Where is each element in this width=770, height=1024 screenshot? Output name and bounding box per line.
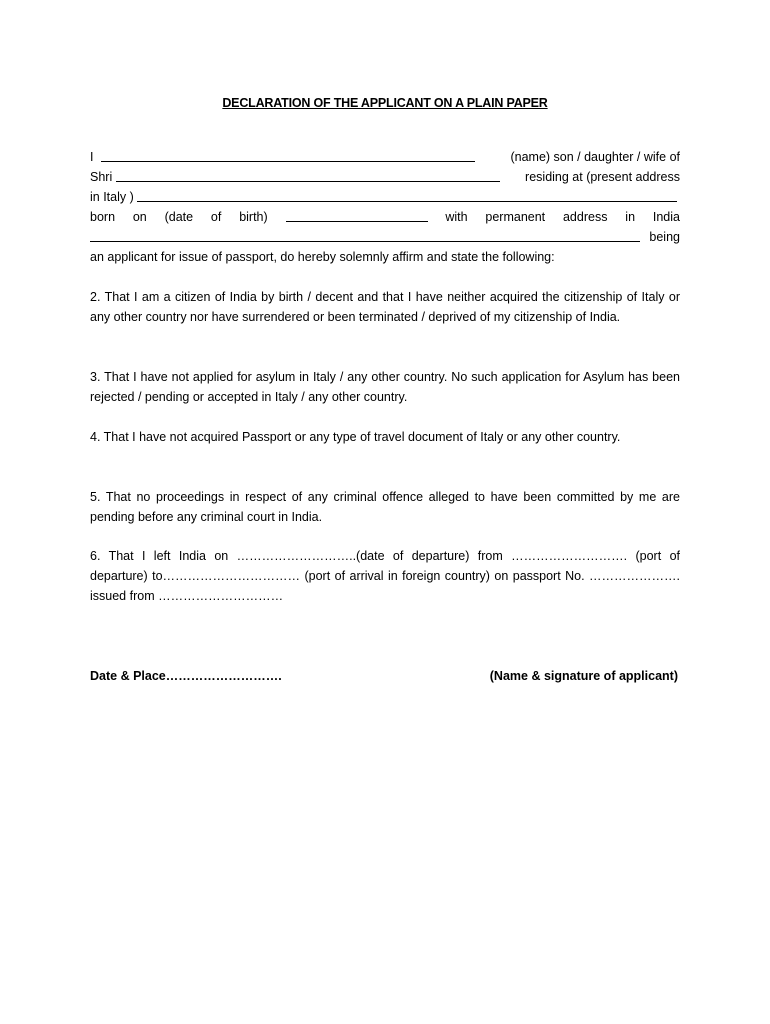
intro-perm-word-2: permanent — [485, 210, 546, 224]
signature-label: (Name & signature of applicant) — [489, 669, 678, 683]
intro-residing-label: residing at (present address — [525, 170, 680, 184]
intro-dob-word-2: on — [132, 210, 147, 224]
intro-line-address — [90, 187, 680, 207]
intro-perm-word-3: address — [562, 210, 608, 224]
paragraph-5: 5. That no proceedings in respect of any criminal offence alleged to have been committed by me are pending before any criminal court in India. — [90, 490, 680, 524]
intro-dob-word-4: of — [210, 210, 222, 224]
paragraph-6: 6. That I left India on ………………………..(date of departure) from ………………………. (port of departure) to…………………………… (port of arrival in foreign country) on passport No. …………………. issued from ………………………… — [90, 549, 680, 603]
paragraph-2: 2. That I am a citizen of India by birth / decent and that I have neither acquired the citizenship of Italy or any other country nor have surrendered or been terminated / deprived of my citizenship of India. — [90, 290, 680, 324]
father-name-blank — [116, 167, 500, 182]
intro-line-permanent-address — [90, 227, 680, 247]
date-place-label: Date & Place………………………. — [90, 669, 282, 683]
document-title: DECLARATION OF THE APPLICANT ON A PLAIN PAPER — [222, 96, 548, 110]
present-address-blank — [137, 187, 677, 202]
intro-shri: Shri — [90, 170, 113, 184]
intro-perm-word-5: India — [652, 210, 680, 224]
intro-line-affirm — [90, 247, 680, 267]
intro-line-name — [90, 147, 680, 167]
dob-blank — [286, 207, 428, 222]
paragraph-4: 4. That I have not acquired Passport or any type of travel document of Italy or any other country. — [90, 430, 621, 444]
permanent-address-blank — [90, 227, 640, 242]
intro-line-shri — [90, 167, 680, 187]
intro-i: I — [90, 150, 94, 164]
intro-line-dob — [90, 207, 680, 227]
paragraph-3: 3. That I have not applied for asylum in Italy / any other country. No such application for Asylum has been rejected / pending or accepted in Italy / any other country. — [90, 370, 680, 404]
intro-in-italy: in Italy ) — [90, 190, 134, 204]
intro-dob-word-5: birth) — [239, 210, 268, 224]
intro-being: being — [649, 230, 680, 244]
intro-perm-word-4: in — [625, 210, 636, 224]
intro-affirm-text: an applicant for issue of passport, do hereby solemnly affirm and state the following: — [90, 250, 555, 264]
intro-dob-word-1: born — [90, 210, 116, 224]
intro-dob-word-3: (date — [164, 210, 194, 224]
name-blank — [101, 147, 475, 162]
intro-perm-word-1: with — [445, 210, 468, 224]
intro-name-label: (name) son / daughter / wife of — [510, 150, 680, 164]
